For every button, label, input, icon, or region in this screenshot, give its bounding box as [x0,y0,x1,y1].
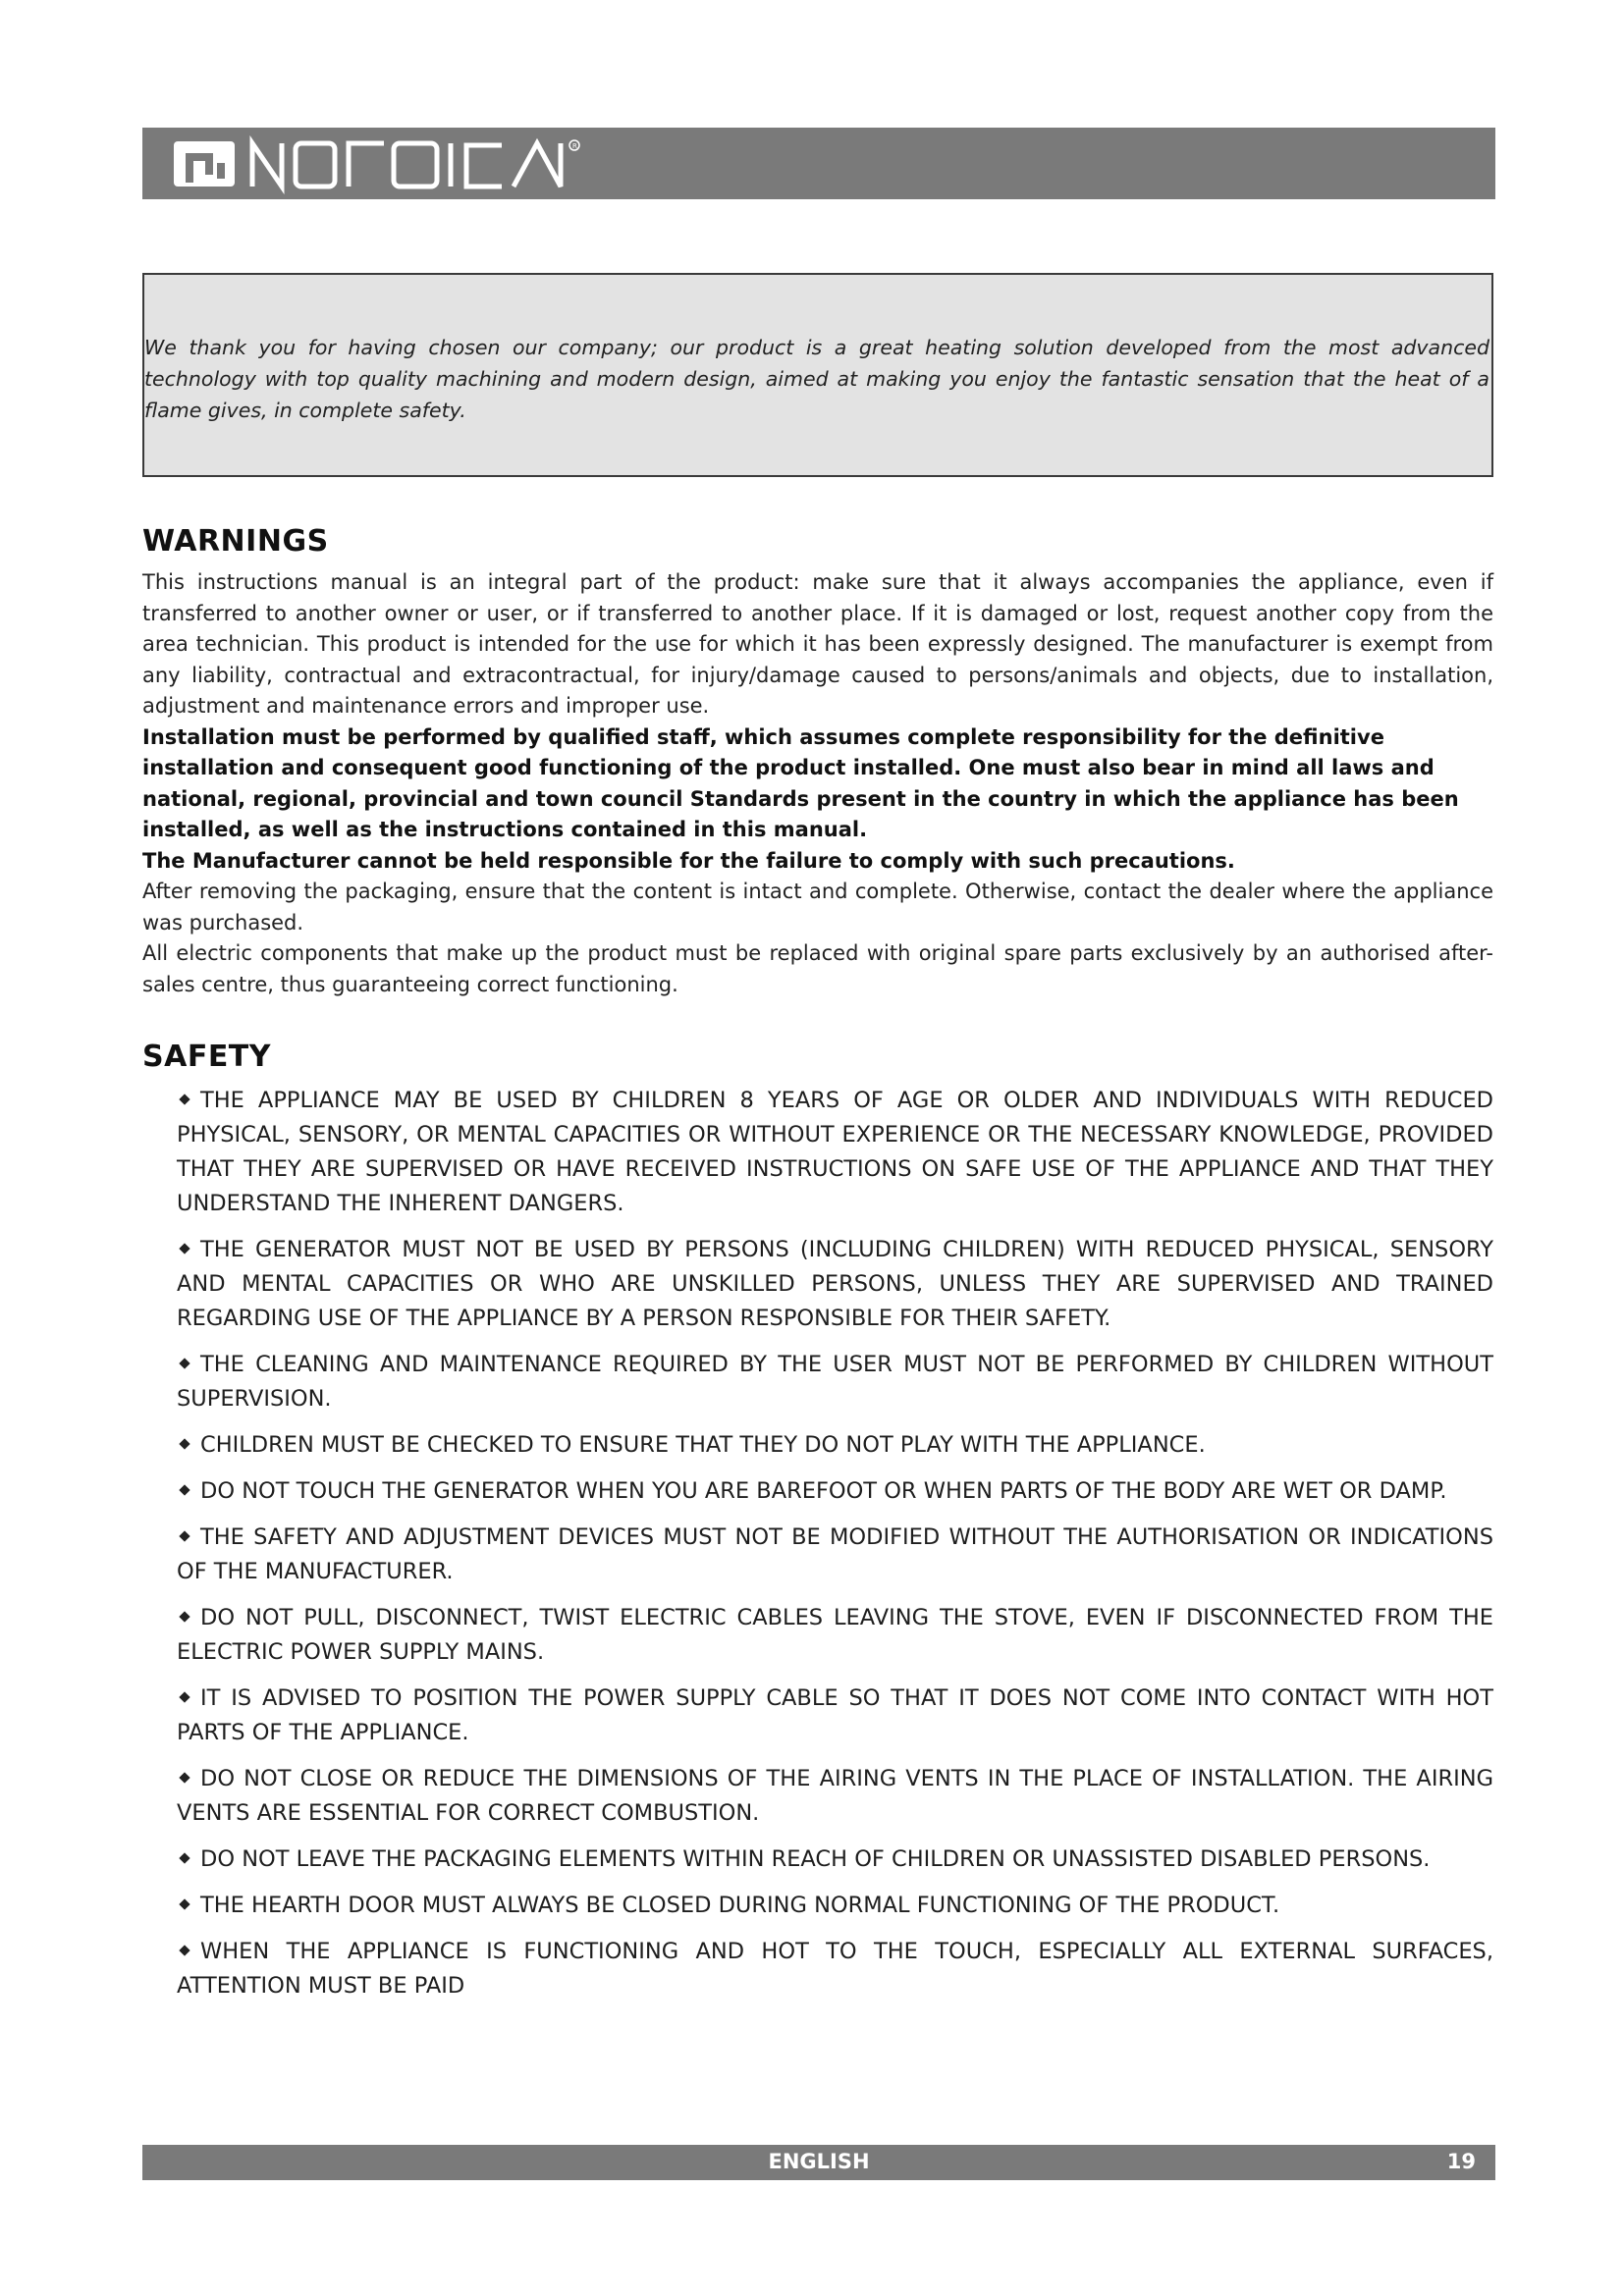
warnings-body [142,567,1493,1000]
intro-box [142,273,1493,477]
bullet-icon [179,1094,189,1104]
bullet-icon [179,1243,189,1254]
bullet-icon [179,1484,189,1495]
warnings-liability-notice: The Manufacturer cannot be held responsible for the failure to comply with such precautions. [142,848,1235,873]
bullet-icon [179,1530,189,1541]
safety-item: IT IS ADVISED TO POSITION THE POWER SUPPLY CABLE SO THAT IT DOES NOT COME INTO CONTACT WITH HOT PARTS OF THE APPLIANCE. [177,1685,1493,1745]
safety-item: DO NOT LEAVE THE PACKAGING ELEMENTS WITHIN REACH OF CHILDREN OR UNASSISTED DISABLED PERSONS. [177,1842,1493,1877]
safety-item: CHILDREN MUST BE CHECKED TO ENSURE THAT THEY DO NOT PLAY WITH THE APPLIANCE. [177,1428,1493,1463]
header-bar [142,128,1495,199]
safety-item: THE CLEANING AND MAINTENANCE REQUIRED BY THE USER MUST NOT BE PERFORMED BY CHILDREN WITHOUT SUPERVISION. [177,1352,1493,1412]
safety-item: THE APPLIANCE MAY BE USED BY CHILDREN 8 YEARS OF AGE OR OLDER AND INDIVIDUALS WITH REDUCED PHYSICAL, SENSORY, OR MENTAL CAPACITIES OR WITHOUT EXPERIENCE OR THE NECESSARY KNOWLEDGE, PROVIDED THAT THEY ARE SUPERVISED OR HAVE RECEIVED INSTRUCTIONS ON SAFE USE OF THE APPLIANCE AND THAT THEY UNDERSTAND THE INHERENT DANGERS. [177,1088,1493,1216]
safety-item: DO NOT TOUCH THE GENERATOR WHEN YOU ARE BAREFOOT OR WHEN PARTS OF THE BODY ARE WET OR DAMP. [177,1474,1493,1509]
safety-item: THE HEARTH DOOR MUST ALWAYS BE CLOSED DURING NORMAL FUNCTIONING OF THE PRODUCT. [177,1889,1493,1923]
bullet-icon [179,1772,189,1783]
safety-heading: SAFETY [142,1040,271,1074]
safety-item: WHEN THE APPLIANCE IS FUNCTIONING AND HOT TO THE TOUCH, ESPECIALLY ALL EXTERNAL SURFACES, ATTENTION MUST BE PAID [177,1939,1493,1999]
bullet-icon [179,1691,189,1702]
footer-language: ENGLISH [768,2150,870,2173]
warnings-components-paragraph: All electric components that make up the product must be replaced with original spare parts exclusively by an authorised after-sales centre, thus guaranteeing correct functioning. [142,941,1493,996]
bullet-icon [179,1438,189,1449]
safety-item: DO NOT CLOSE OR REDUCE THE DIMENSIONS OF THE AIRING VENTS IN THE PLACE OF INSTALLATION. THE AIRING VENTS ARE ESSENTIAL FOR CORRECT COMBUSTION. [177,1766,1493,1826]
safety-item: DO NOT PULL, DISCONNECT, TWIST ELECTRIC CABLES LEAVING THE STOVE, EVEN IF DISCONNECTED FROM THE ELECTRIC POWER SUPPLY MAINS. [177,1605,1493,1665]
warnings-heading: WARNINGS [142,524,329,559]
page-number: 19 [1446,2150,1476,2173]
nordica-logo [172,133,584,194]
intro-text: We thank you for having chosen our company; our product is a great heating solution developed from the most advanced technology with top quality machining and modern design, aimed at making you enjoy the fantastic sensation that the heat of a flame gives, in complete safety. [144,336,1489,422]
safety-list [177,1084,1493,2015]
bullet-icon [179,1611,189,1622]
bullet-icon [179,1945,189,1955]
bullet-icon [179,1898,189,1909]
bullet-icon [179,1852,189,1863]
svg-text:R: R [572,142,577,150]
bullet-icon [179,1358,189,1368]
warnings-packaging-paragraph: After removing the packaging, ensure that the content is intact and complete. Otherwise, contact the dealer where the appliance was purchased. [142,880,1493,934]
safety-item: THE GENERATOR MUST NOT BE USED BY PERSONS (INCLUDING CHILDREN) WITH REDUCED PHYSICAL, SENSORY AND MENTAL CAPACITIES OR WHO ARE UNSKILLED PERSONS, UNLESS THEY ARE SUPERVISED AND TRAINED REGARDING USE OF THE APPLIANCE BY A PERSON RESPONSIBLE FOR THEIR SAFETY. [177,1237,1493,1331]
warnings-installation-notice: Installation must be performed by qualified staff, which assumes complete responsibility for the definitive installation and consequent good functioning of the product installed. One must also bear in mind all laws and national, regional, provincial and town council Standards present in the country in which the appliance has been installed, as well as the instructions contained in this manual. [142,724,1459,841]
warnings-paragraph: This instructions manual is an integral part of the product: make sure that it always accompanies the appliance, even if transferred to another owner or user, or if transferred to another place. If it is damaged or lost, request another copy from the area technician. This product is intended for the use for which it has been expressly designed. The manufacturer is exempt from any liability, contractual and extracontractual, for injury/damage caused to persons/animals and objects, due to installation, adjustment and maintenance errors and improper use. [142,570,1493,718]
footer-bar [142,2145,1495,2180]
safety-item: THE SAFETY AND ADJUSTMENT DEVICES MUST NOT BE MODIFIED WITHOUT THE AUTHORISATION OR INDICATIONS OF THE MANUFACTURER. [177,1524,1493,1584]
